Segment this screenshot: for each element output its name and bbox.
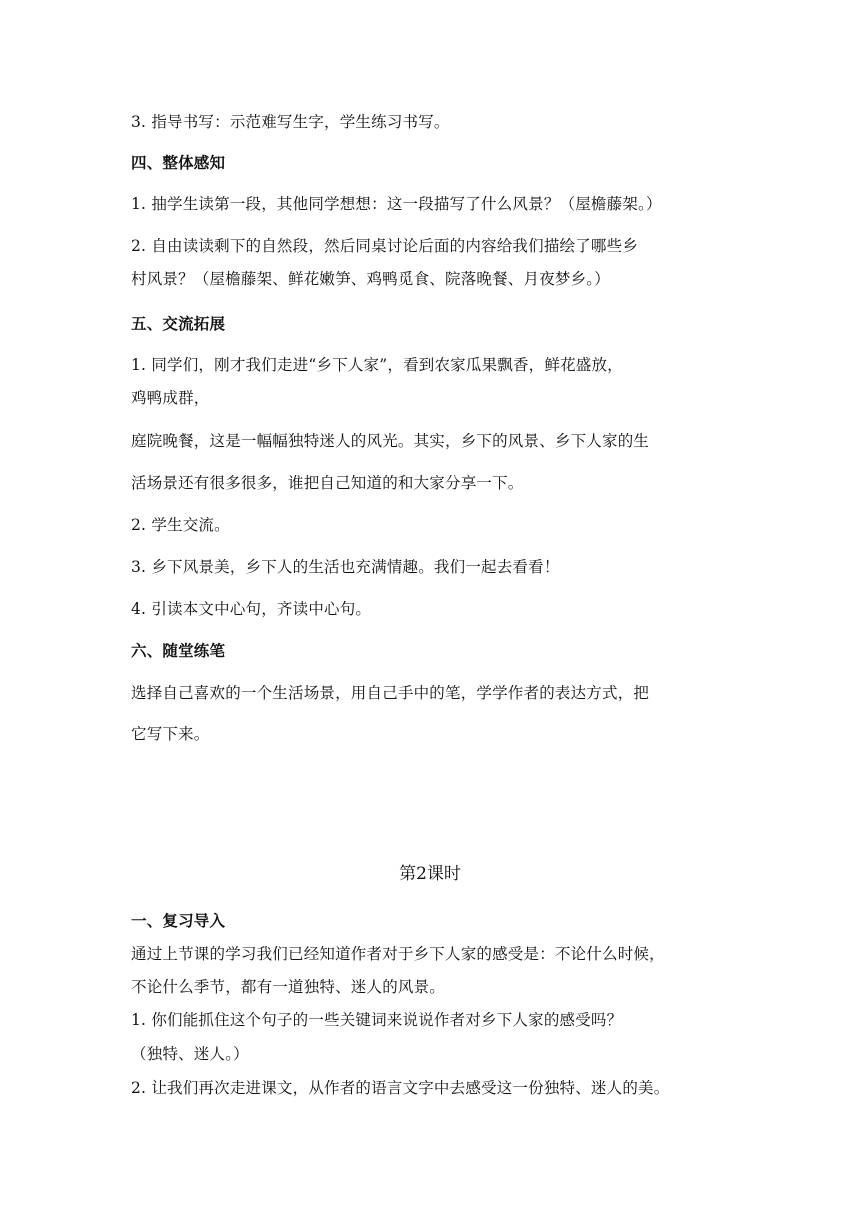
step-2-line-2: 村风景？（屋檐藤架、鲜花嫩笋、鸡鸭觅食、院落晚餐、月夜梦乡。） (131, 270, 610, 288)
step-2-line-1: 2. 自由读读剩下的自然段，然后同桌讨论后面的内容给我们描绘了哪些乡 (131, 237, 639, 255)
section-heading-exchange-expand: 五、交流拓展 (131, 315, 226, 333)
step-4-central-sentence: 4. 引读本文中心句，齐读中心句。 (131, 600, 372, 618)
step-2-reenter-text: 2. 让我们再次走进课文，从作者的语言文字中去感受这一份独特、迷人的美。 (131, 1079, 670, 1097)
practice-paragraph-line-2: 它写下来。 (131, 725, 210, 743)
step-3-countryside-scenery: 3. 乡下风景美，乡下人的生活也充满情趣。我们一起去看看！ (131, 558, 560, 576)
section-heading-review-intro: 一、复习导入 (131, 912, 226, 930)
paragraph-line-2: 活场景还有很多很多，谁把自己知道的和大家分享一下。 (131, 474, 524, 492)
step-1-line-1: 1. 同学们，刚才我们走进“乡下人家”，看到农家瓜果飘香，鲜花盛放， (131, 356, 623, 374)
step-3-writing-guidance: 3. 指导书写：示范难写生字，学生练习书写。 (131, 113, 450, 131)
step-1-line-2: 鸡鸭成群， (131, 389, 210, 407)
question-1-line-1: 1. 你们能抓住这个句子的一些关键词来说说作者对乡下人家的感受吗？ (131, 1011, 623, 1029)
practice-paragraph-line-1: 选择自己喜欢的一个生活场景，用自己手中的笔，学学作者的表达方式，把 (131, 684, 650, 702)
intro-line-1: 通过上节课的学习我们已经知道作者对于乡下人家的感受是：不论什么时候， (131, 945, 665, 963)
step-2-student-exchange: 2. 学生交流。 (131, 516, 230, 534)
lesson-title: 第2课时 (399, 864, 461, 884)
question-1-line-2: （独特、迷人。） (131, 1045, 249, 1063)
intro-line-2: 不论什么季节，都有一道独特、迷人的风景。 (131, 978, 446, 996)
paragraph-line-1: 庭院晚餐，这是一幅幅独特迷人的风光。其实，乡下的风景、乡下人家的生 (131, 432, 650, 450)
section-heading-overall-perception: 四、整体感知 (131, 154, 226, 172)
section-heading-writing-practice: 六、随堂练笔 (131, 642, 226, 660)
step-1-read-first-paragraph: 1. 抽学生读第一段，其他同学想想：这一段描写了什么风景？（屋檐藤架。） (131, 195, 662, 213)
